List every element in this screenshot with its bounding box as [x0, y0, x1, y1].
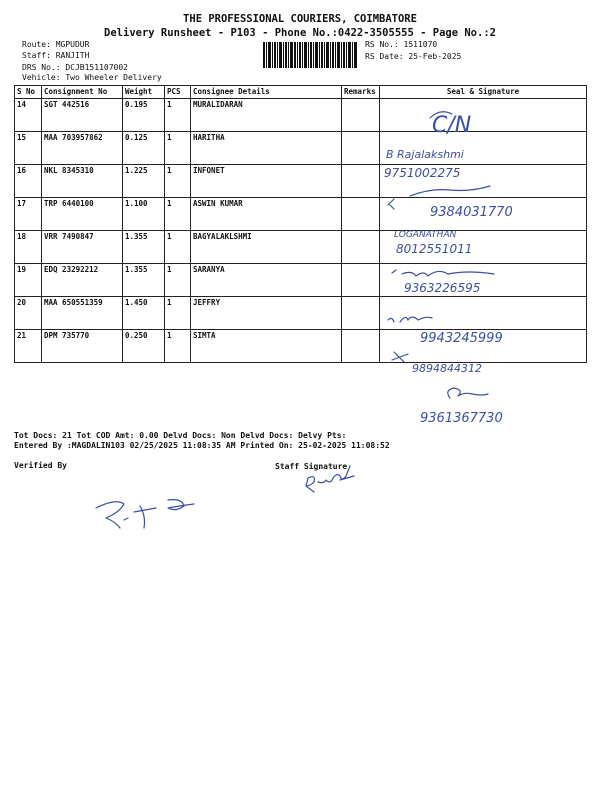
- header-weight: Weight: [123, 86, 165, 99]
- handwriting-17a: LOGANATHAN: [394, 230, 457, 240]
- header-signature: Seal & Signature: [380, 86, 587, 99]
- vehicle-label: Vehicle: Two Wheeler Delivery: [22, 73, 162, 82]
- cell-consignment: DPM 735770: [42, 330, 123, 363]
- drs-label: DRS No.: DCJB151107002: [22, 63, 128, 72]
- handwriting-15b: 9751002275: [384, 166, 461, 180]
- cell-pcs: 1: [165, 99, 191, 132]
- footer-entered: Entered By :MAGDALIN103 02/25/2025 11:08:35 AM Printed On: 25-02-2025 11:08:52: [14, 441, 390, 450]
- handwriting-21: 9361367730: [420, 411, 503, 426]
- cell-consignment: TRP 6440100: [42, 198, 123, 231]
- cell-pcs: 1: [165, 198, 191, 231]
- handwriting-18: 9363226595: [404, 281, 481, 295]
- cell-sno: 14: [15, 99, 42, 132]
- cell-weight: 0.195: [123, 99, 165, 132]
- cell-sno: 21: [15, 330, 42, 363]
- cell-weight: 0.250: [123, 330, 165, 363]
- header-sno: S No: [15, 86, 42, 99]
- ink-signature-icon: [388, 317, 432, 322]
- cell-pcs: 1: [165, 165, 191, 198]
- staff-signature-label: Staff Signature: [275, 462, 348, 471]
- cell-consignee: MURALIDARAN: [191, 99, 342, 132]
- staff-label: Staff: RANJITH: [22, 51, 90, 60]
- cell-weight: 1.450: [123, 297, 165, 330]
- header-pcs: PCS: [165, 86, 191, 99]
- cell-weight: 1.225: [123, 165, 165, 198]
- verified-by-label: Verified By: [14, 461, 67, 470]
- cell-consignee: ASWIN KUMAR: [191, 198, 342, 231]
- cell-consignee: SIMTA: [191, 330, 342, 363]
- company-title: THE PROFESSIONAL COURIERS, COIMBATORE: [183, 13, 417, 25]
- cell-consignment: SGT 442516: [42, 99, 123, 132]
- cell-consignee: JEFFRY: [191, 297, 342, 330]
- cell-weight: 0.125: [123, 132, 165, 165]
- verified-signature-icon: [96, 500, 194, 528]
- cell-pcs: 1: [165, 264, 191, 297]
- cell-pcs: 1: [165, 231, 191, 264]
- header-consignee: Consignee Details: [191, 86, 342, 99]
- cell-consignment: EDQ 23292212: [42, 264, 123, 297]
- cell-consignee: SARANYA: [191, 264, 342, 297]
- cell-sno: 17: [15, 198, 42, 231]
- route-label: Route: MGPUDUR: [22, 40, 90, 49]
- cell-consignee: HARITHA: [191, 132, 342, 165]
- handwriting-cn: C/N: [432, 113, 472, 138]
- cell-sno: 18: [15, 231, 42, 264]
- cell-weight: 1.100: [123, 198, 165, 231]
- cell-weight: 1.355: [123, 231, 165, 264]
- cell-consignee: BAGYALAKLSHMI: [191, 231, 342, 264]
- cell-pcs: 1: [165, 330, 191, 363]
- ink-signature-icon: [392, 270, 494, 276]
- ink-signature-icon: [448, 388, 488, 398]
- footer-totals: Tot Docs: 21 Tot COD Amt: 0.00 Delvd Docs: Non Delvd Docs: Delvy Pts:: [14, 431, 347, 440]
- handwriting-20: 9894844312: [412, 362, 482, 375]
- cell-weight: 1.355: [123, 264, 165, 297]
- cell-consignee: INFONET: [191, 165, 342, 198]
- cell-sno: 16: [15, 165, 42, 198]
- cell-pcs: 1: [165, 132, 191, 165]
- header-remarks: Remarks: [342, 86, 380, 99]
- ink-mark-icon: [392, 352, 408, 362]
- cell-sno: 20: [15, 297, 42, 330]
- header-consignment: Consignment No: [42, 86, 123, 99]
- cell-consignment: MAA 650551359: [42, 297, 123, 330]
- handwriting-15a: B Rajalakshmi: [386, 148, 464, 161]
- runsheet-title: Delivery Runsheet - P103 - Phone No.:0422-3505555 - Page No.:2: [104, 27, 496, 39]
- cell-sno: 19: [15, 264, 42, 297]
- handwriting-17b: 8012551011: [396, 242, 473, 256]
- rs-date-label: RS Date: 25-Feb-2025: [365, 52, 462, 61]
- cell-pcs: 1: [165, 297, 191, 330]
- cell-consignment: MAA 703957862: [42, 132, 123, 165]
- cell-consignment: NKL 8345310: [42, 165, 123, 198]
- handwriting-19: 9943245999: [420, 331, 503, 346]
- cell-consignment: VRR 7490847: [42, 231, 123, 264]
- handwriting-16: 9384031770: [430, 205, 513, 220]
- cell-sno: 15: [15, 132, 42, 165]
- rs-no-label: RS No.: 1511070: [365, 40, 438, 49]
